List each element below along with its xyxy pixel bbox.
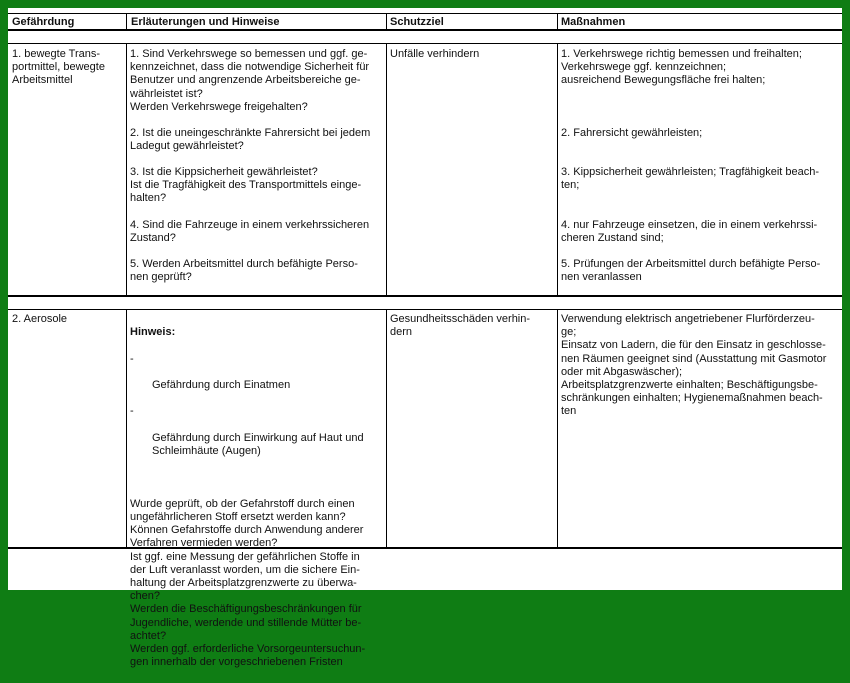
row1-bottom-rule	[8, 295, 842, 297]
row1-measures-1: 1. Verkehrswege richtig bemessen und freihalten; Verkehrswege ggf. kennzeichnen; ausreichend Bewegungsfläche frei halten;	[561, 48, 802, 87]
col-divider-1	[126, 309, 127, 549]
row1-measures-5: 5. Prüfungen der Arbeitsmittel durch befähigte Perso- nen veranlassen	[561, 258, 821, 284]
header-massnahmen: Maßnahmen	[561, 16, 626, 28]
row2-goal: Gesundheitsschäden verhin- dern	[390, 313, 531, 339]
row2-hint-title: Hinweis:	[130, 326, 176, 339]
bullet-text: Gefährdung durch Einwirkung auf Haut und Schleimhäute (Augen)	[152, 431, 364, 458]
col-divider-1	[126, 43, 127, 297]
col-divider-2	[386, 13, 387, 31]
document-page	[8, 8, 842, 669]
row2-measures: Verwendung elektrisch angetriebener Flurförderzeu- ge; Einsatz von Ladern, die für den Einsatz in geschlosse- nen Räumen geeignet sind (Ausstattung mit Gasmotor oder mit Abgaswäscher); Arbeitsplatzgrenzwerte einhalten; Beschäftigungsbe- schränkungen einhalten; Hygienemaßnahmen beach- ten	[561, 313, 827, 418]
row2-hazard: 2. Aerosole	[12, 313, 68, 325]
header-schutzziel: Schutzziel	[390, 16, 444, 28]
row1-top-rule	[8, 43, 842, 44]
row2-bullet-1	[130, 353, 384, 393]
col-divider-3	[557, 13, 558, 31]
col-divider-2	[386, 309, 387, 549]
row1-notes-1: 1. Sind Verkehrswege so bemessen und ggf. ge- kennzeichnet, dass die notwendige Sicherheit für Benutzer und angrenzende Arbeitsbereiche ge- währleistet ist? Werden Verkehrswege freigehalten?	[130, 48, 370, 113]
header-top-rule	[8, 13, 842, 14]
row1-notes-2: 2. Ist die uneingeschränkte Fahrersicht bei jedem Ladegut gewährleistet?	[130, 127, 371, 153]
row1-measures-2: 2. Fahrersicht gewährleisten;	[561, 127, 703, 139]
col-divider-2	[386, 43, 387, 297]
bullet-dash: -	[130, 352, 134, 365]
row1-measures-4: 4. nur Fahrzeuge einsetzen, die in einem verkehrssi- cheren Zustand sind;	[561, 219, 818, 245]
col-divider-3	[557, 309, 558, 549]
header-bottom-rule	[8, 29, 842, 31]
row2-top-rule	[8, 309, 842, 310]
row1-measures-3: 3. Kippsicherheit gewährleisten; Tragfähigkeit beach- ten;	[561, 166, 820, 192]
col-divider-1	[126, 13, 127, 31]
col-divider-3	[557, 43, 558, 297]
row2-bullet-2	[130, 405, 384, 458]
spacer	[130, 471, 384, 484]
bullet-text: Gefährdung durch Einatmen	[152, 379, 291, 392]
row1-hazard: 1. bewegte Trans- portmittel, bewegte Arbeitsmittel	[12, 48, 105, 87]
row2-notes-block	[130, 313, 384, 683]
header-erlaeuterungen: Erläuterungen und Hinweise	[131, 16, 280, 28]
row1-notes-4: 4. Sind die Fahrzeuge in einem verkehrssicheren Zustand?	[130, 219, 370, 245]
bullet-dash: -	[130, 405, 134, 418]
row1-notes-3: 3. Ist die Kippsicherheit gewährleistet? Ist die Tragfähigkeit des Transportmittels einge- halten?	[130, 166, 362, 205]
row2-notes: Wurde geprüft, ob der Gefahrstoff durch einen ungefährlicheren Stoff ersetzt werden kann? Können Gefahrstoffe durch Anwendung anderer Verfahren vermieden werden? Ist ggf. eine Messung der gefährlichen Stoffe in der Luft veranlasst worden, um die sichere Ein- haltung der Arbeitsplatzgrenzwerte zu überwa- chen? Werden die Beschäftigungsbeschränkungen für Jugendliche, werdende und stillende Mütter be- achtet? Werden ggf. erforderliche Vorsorgeuntersuchun- gen innerhalb der vorgeschriebenen Fristen	[130, 497, 366, 669]
header-gefaehrdung: Gefährdung	[12, 16, 75, 28]
row1-notes-5: 5. Werden Arbeitsmittel durch befähigte Perso- nen geprüft?	[130, 258, 358, 284]
row1-goal: Unfälle verhindern	[390, 48, 480, 60]
